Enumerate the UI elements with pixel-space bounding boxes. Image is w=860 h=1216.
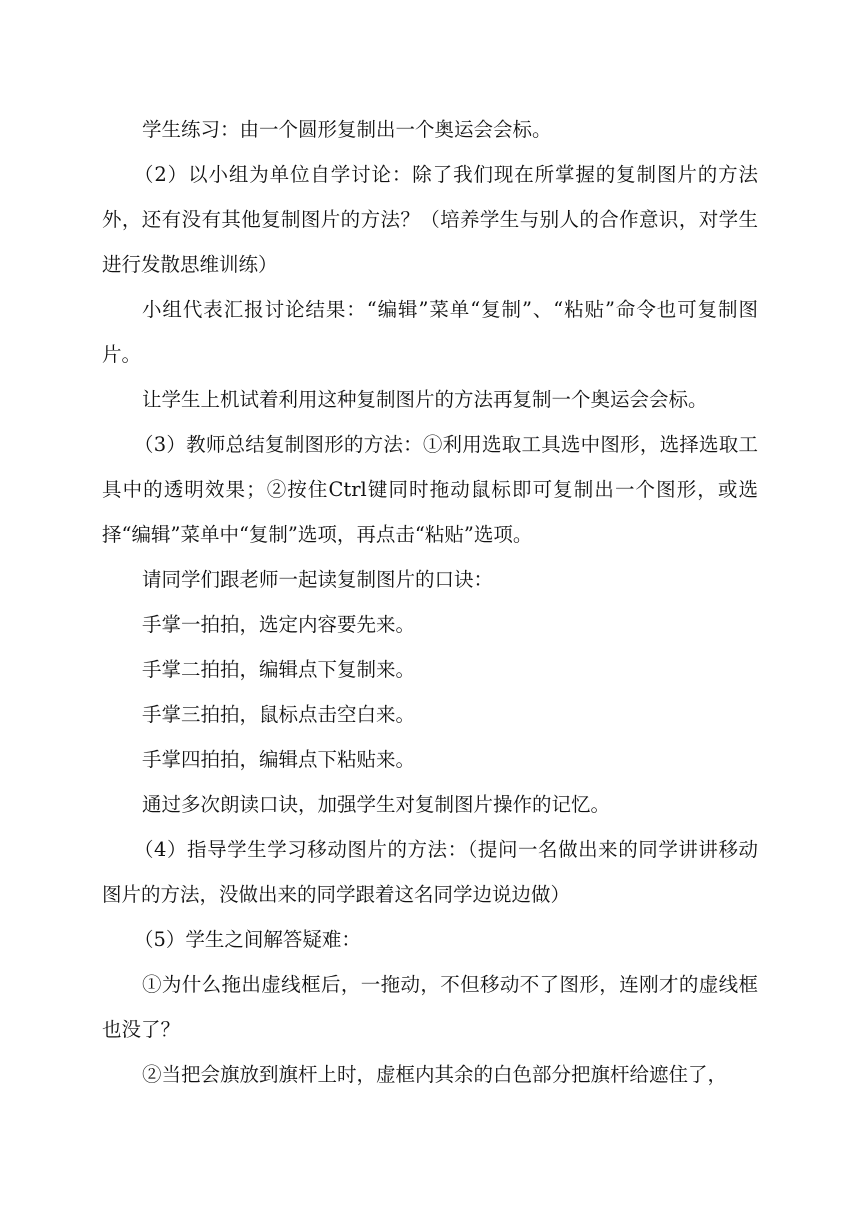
paragraph-question-2: ②当把会旗放到旗杆上时，虚框内其余的白色部分把旗杆给遮住了， (142, 1063, 728, 1086)
paragraph-computer-practice: 让学生上机试着利用这种复制图片的方法再复制一个奥运会会标。 (142, 388, 708, 411)
paragraph-group-discussion: （2）以小组为单位自学讨论：除了我们现在所掌握的复制图片的方法外，还有没有其他复制图片的方法？（培养学生与别人的合作意识，对学生进行发散思维训练） (102, 163, 758, 276)
paragraph-answer-questions: （5）学生之间解答疑难： (134, 928, 361, 951)
paragraph-memory: 通过多次朗读口诀，加强学生对复制图片操作的记忆。 (142, 793, 611, 816)
rhyme-line-2: 手掌二拍拍，编辑点下复制来。 (142, 658, 416, 681)
paragraph-student-practice: 学生练习：由一个圆形复制出一个奥运会会标。 (142, 118, 552, 141)
paragraph-question-1: ①为什么拖出虚线框后，一拖动，不但移动不了图形，连刚才的虚线框也没了？ (102, 973, 758, 1041)
rhyme-line-3: 手掌三拍拍，鼠标点击空白来。 (142, 703, 416, 726)
paragraph-teacher-summary: （3）教师总结复制图形的方法：①利用选取工具选中图形，选择选取工具中的透明效果；②按住Ctrl键同时拖动鼠标即可复制出一个图形，或选择“编辑”菜单中“复制”选项，再点击“粘贴”选项。 (102, 433, 758, 546)
rhyme-line-1: 手掌一拍拍，选定内容要先来。 (142, 613, 416, 636)
paragraph-read-rhyme: 请同学们跟老师一起读复制图片的口诀： (142, 568, 494, 591)
paragraph-group-report: 小组代表汇报讨论结果：“编辑”菜单“复制”、“粘贴”命令也可复制图片。 (102, 298, 758, 366)
paragraph-move-guide: （4）指导学生学习移动图片的方法：（提问一名做出来的同学讲讲移动图片的方法，没做出来的同学跟着这名同学边说边做） (102, 838, 758, 906)
document-body (102, 107, 758, 1097)
rhyme-line-4: 手掌四拍拍，编辑点下粘贴来。 (142, 748, 416, 771)
